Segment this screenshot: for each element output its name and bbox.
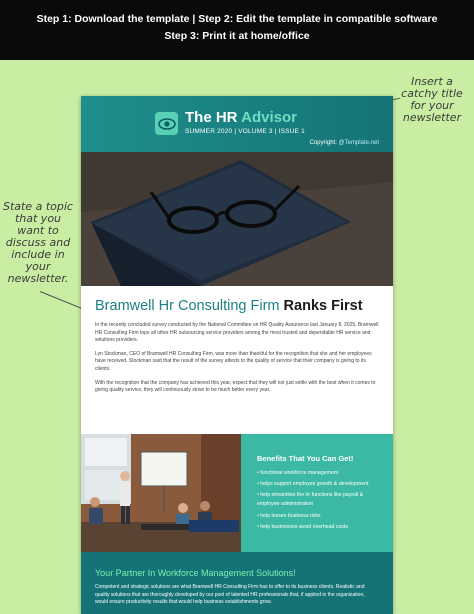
benefits-title[interactable]: Benefits That You Can Get! — [257, 454, 354, 463]
benefit-text: functional workforce management — [260, 470, 339, 476]
footer-text[interactable]: Competent and strategic solutions are what Bramwell HR Consulting Firm has to offer to its business clients. Realistic and quality solutions that are thoroughly developed by our pool of talented HR professionals that, if applied in the organization, would ensure productivity results that would help business establishments grow. — [95, 584, 365, 606]
book-glasses-image — [81, 152, 393, 286]
benefit-text: employee administration — [257, 501, 314, 507]
benefit-item-continued — [257, 501, 393, 508]
title-main: The HR — [185, 109, 238, 126]
benefits-section — [81, 434, 393, 552]
banner-line-1: Step 1: Download the template | Step 2: Edit the template in compatible software — [36, 13, 438, 25]
benefit-item: • help businesses avoid overhead costs — [257, 524, 348, 530]
title-accent: Advisor — [241, 109, 297, 126]
benefit-item: • help streamline the hr functions like payroll & — [257, 492, 364, 498]
benefit-text: help businesses avoid overhead costs — [260, 524, 348, 530]
eye-icon — [155, 112, 178, 135]
topic-hint-note: State a topic that you want to discuss and include in your newsletter. — [3, 200, 73, 285]
main-article — [81, 286, 393, 395]
copyright-label: Copyright: — [309, 140, 337, 146]
instruction-banner — [0, 0, 474, 60]
benefits-panel — [241, 434, 393, 552]
benefit-text: helps support employee growth & development — [260, 481, 369, 487]
article-paragraph[interactable]: In the recently concluded survey conducted by the National Committee on HR Quality Assurance last January 8, 2025, Bramwell HR Consulting Firm tops all other HR outsourcing service providers among the most trusted and dependable HR service and solutions providers. — [95, 322, 379, 344]
article-paragraph[interactable]: With the recognition that the company has achieved this year, expect that they will not just settle with the best when it comes to giving quality service, they will continuously strive to be much better every year. — [95, 379, 376, 394]
benefit-text: help lessen business risks — [260, 513, 321, 519]
article-paragraph[interactable]: Lyn Stockman, CEO of Bramwell HR Consulting Firm, was more than thankful for the recognition that she and her employees have received. Stockman said that the result of the survey attests to the quality of service that their company is giving to its clients. — [95, 350, 372, 372]
footer-section — [81, 552, 393, 614]
benefit-item: • help lessen business risks — [257, 513, 321, 519]
headline-part-1: Bramwell Hr Consulting Firm — [95, 298, 280, 314]
article-headline[interactable] — [95, 297, 379, 315]
team-meeting-image — [81, 434, 241, 552]
benefit-item: • helps support employee growth & development — [257, 481, 369, 487]
headline-part-2: Ranks First — [283, 298, 363, 314]
newsletter-title[interactable] — [185, 109, 297, 126]
title-hint-note: Insert a catchy title for your newsletter — [401, 75, 463, 124]
banner-line-2: Step 3: Print it at home/office — [164, 30, 310, 42]
copyright-link[interactable]: @Template.net — [338, 140, 379, 146]
newsletter-header — [81, 96, 393, 152]
benefit-item: • functional workforce management — [257, 470, 339, 476]
benefits-list — [257, 468, 393, 533]
footer-title[interactable]: Your Partner In Workforce Management Solutions! — [95, 568, 296, 578]
issue-line: SUMMER 2020 | VOLUME 3 | ISSUE 1 — [185, 128, 305, 135]
benefit-text: help streamline the hr functions like payroll & — [260, 492, 364, 498]
newsletter-page[interactable] — [81, 96, 393, 614]
copyright — [310, 140, 379, 146]
